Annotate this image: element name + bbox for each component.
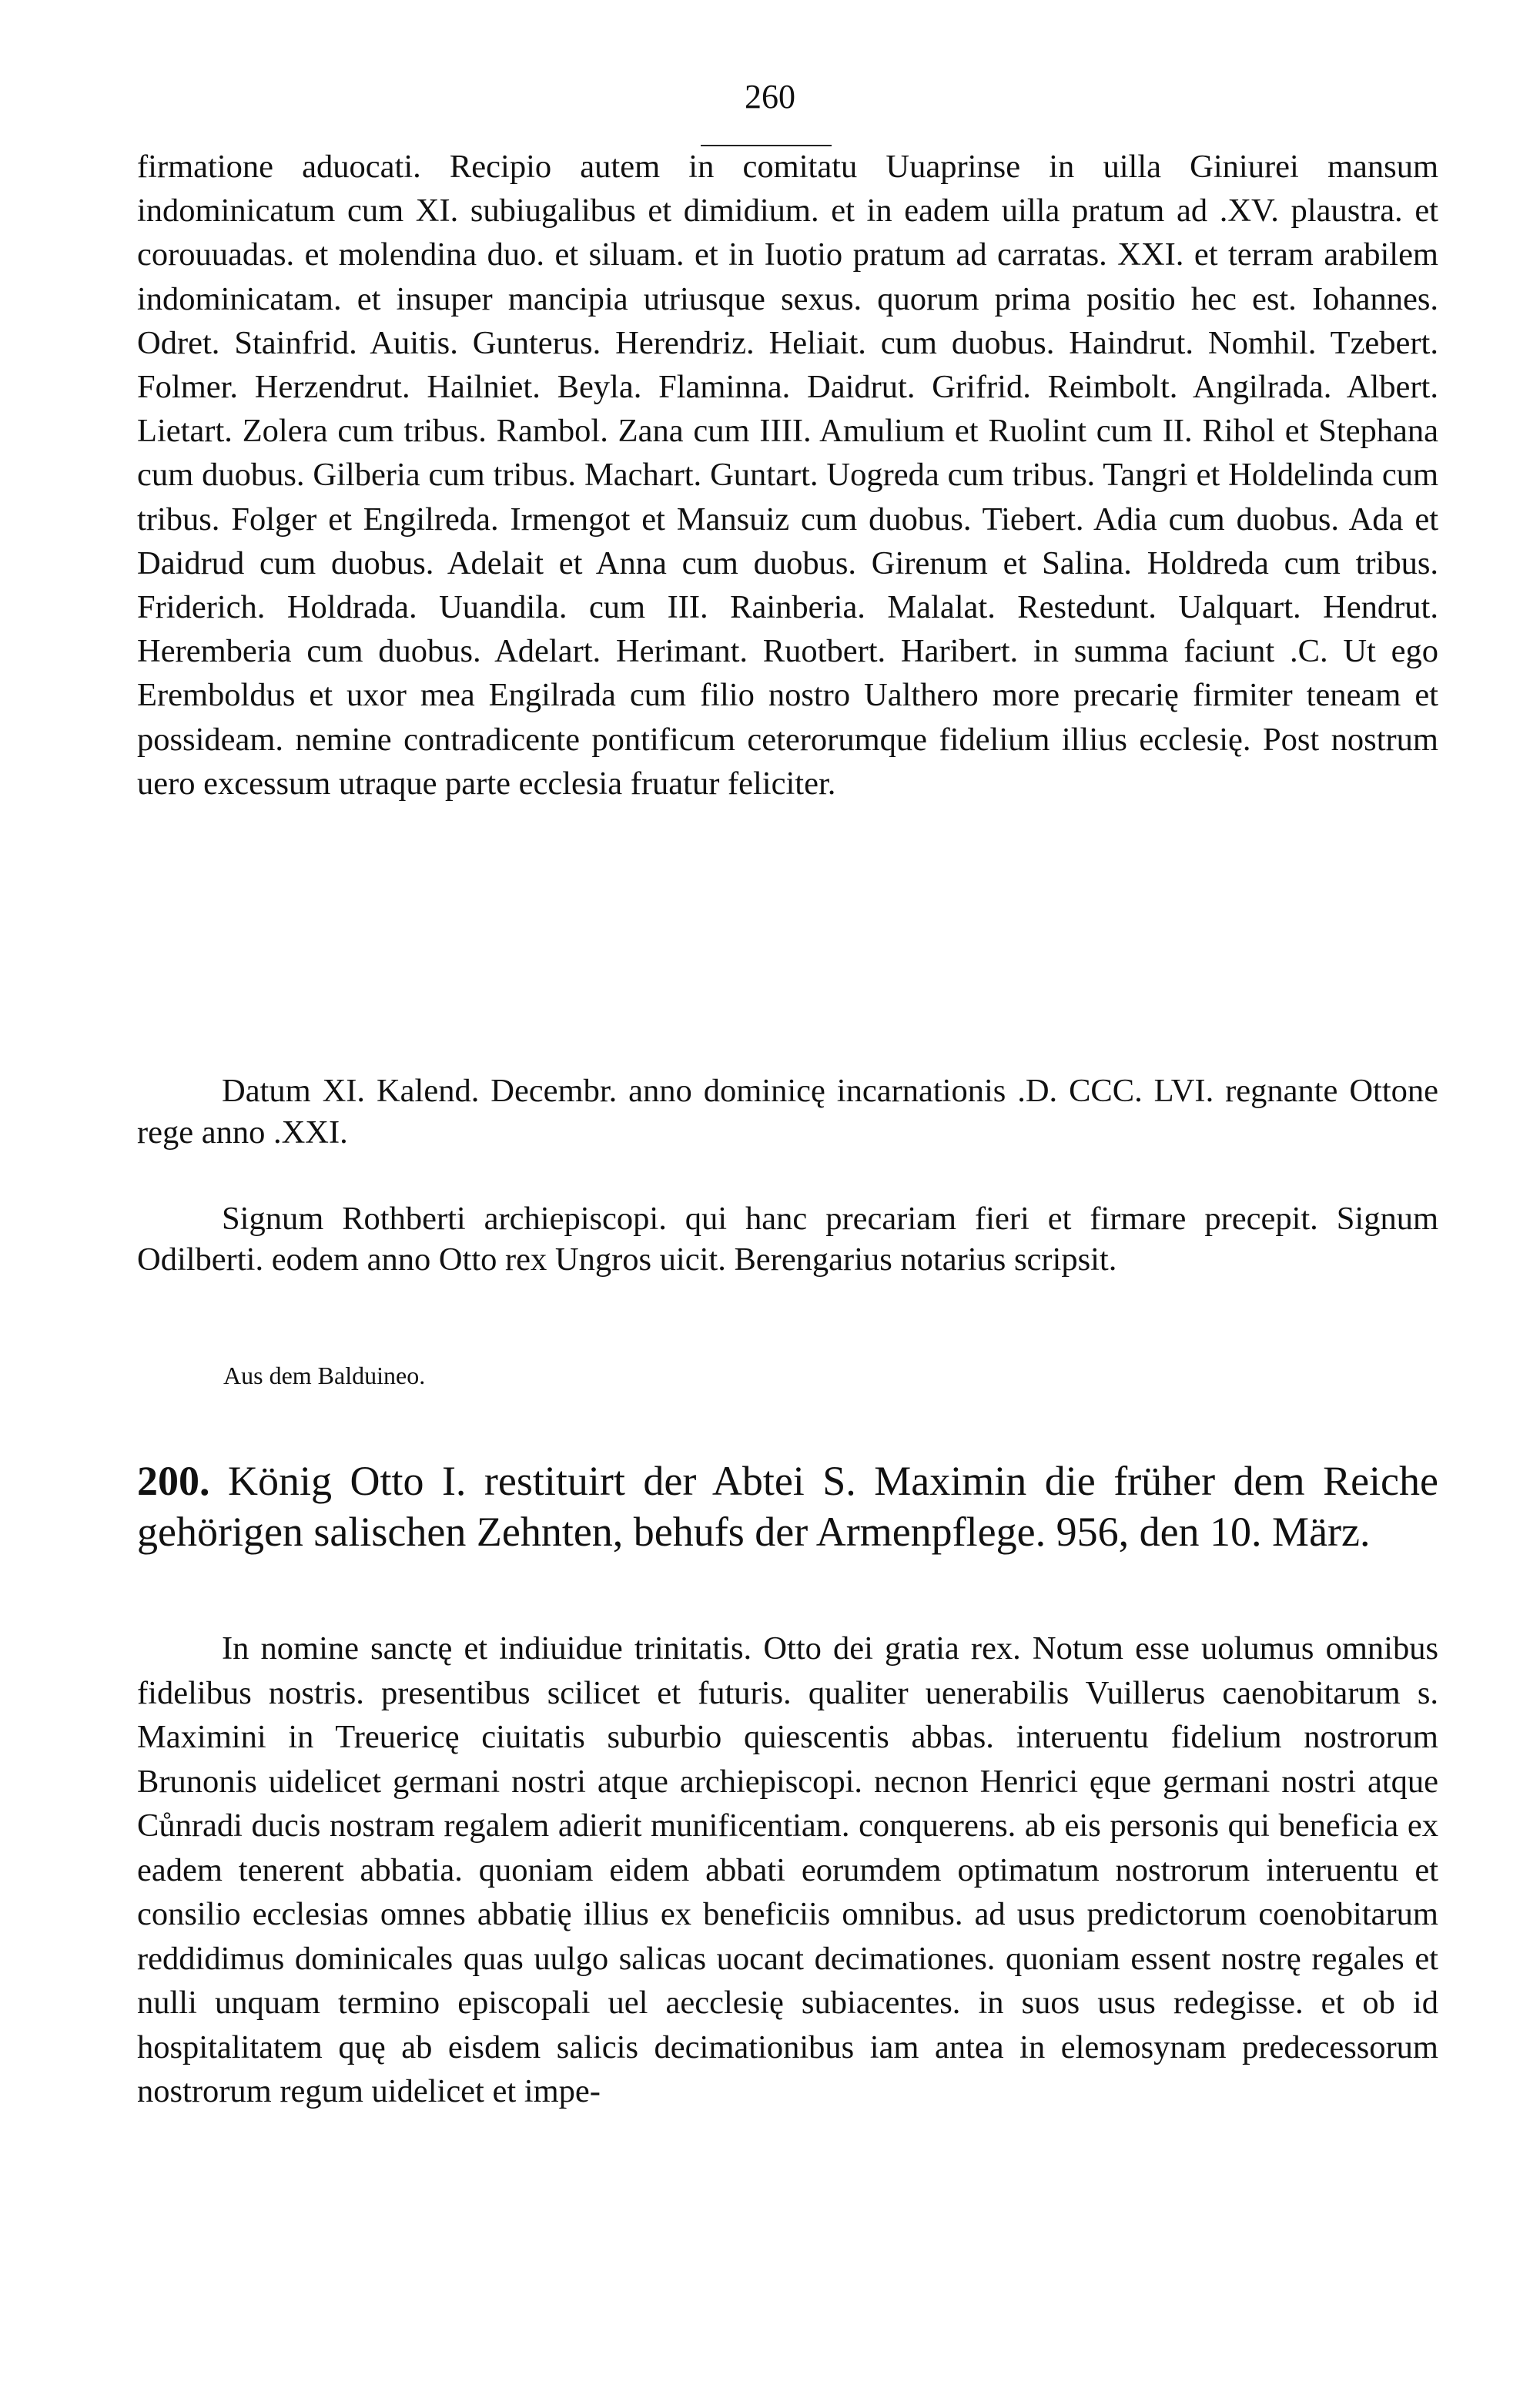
datum-line: Datum XI. Kalend. Decembr. anno dominicę incarnationis .D. CCC. LVI. regnante Ottone rege anno .XXI. xyxy=(137,1073,1438,1151)
source-note: Aus dem Balduineo. xyxy=(223,1362,426,1389)
signature-clause xyxy=(137,1198,1438,1280)
charter-heading xyxy=(137,1456,1438,1557)
charter-paragraph: In nomine sanctę et indiuidue trinitatis. Otto dei gratia rex. Notum esse uolumus omnibus fidelibus nostris. presentibus scilicet et futuris. qualiter uenerabilis Vuillerus caenobitarum s. Maximini in Treuericę ciuitatis suburbio quiescentis abbas. interuentu fidelium nostrorum Brunonis uidelicet germani nostri atque archiepiscopi. necnon Henrici ęque germani nostri atque Cůnradi ducis nostram regalem adierit munificentiam. conquerens. ab eis personis qui beneficia ex eadem tenerent abbatia. quoniam eidem abbati eorumdem optimatum nostrorum interuentu et consilio ecclesias omnes abbatię illius ex beneficiis omnibus. ad usus predictorum coenobitarum reddidimus dominicales quas uulgo salicas uocant decimationes. quoniam essent nostrę regales et nulli unquam termino episcopali uel aecclesię subiacentes. in suos usus redegisse. et ob id hospitalitatem quę ab eisdem salicis decimationibus iam antea in elemosynam predecessorum nostrorum regum uidelicet et impe- xyxy=(137,1630,1438,2109)
dating-clause xyxy=(137,1070,1438,1154)
charter-text xyxy=(137,1627,1438,2114)
precaria-paragraph: firmatione aduocati. Recipio autem in comitatu Uuaprinse in uilla Giniurei mansum indominicatum cum XI. subiugalibus et dimidium. et in eadem uilla pratum ad .XV. plaustra. et corouuadas. et molendina duo. et siluam. et in Iuotio pratum ad carratas. XXI. et terram arabilem indominicatam. et insuper mancipia utriusque sexus. quorum prima positio hec est. Iohannes. Odret. Stainfrid. Auitis. Gunterus. Herendriz. Heliait. cum duobus. Haindrut. Nomhil. Tzebert. Folmer. Herzendrut. Hailniet. Beyla. Flaminna. Daidrut. Grifrid. Reimbolt. Angilrada. Albert. Lietart. Zolera cum tribus. Rambol. Zana cum IIII. Amulium et Ruolint cum II. Rihol et Stephana cum duobus. Gilberia cum tribus. Machart. Guntart. Uogreda cum tribus. Tangri et Holdelinda cum tribus. Folger et Engilreda. Irmengot et Mansuiz cum duobus. Tiebert. Adia cum duobus. Ada et Daidrud cum duobus. Adelait et Anna cum duobus. Girenum et Salina. Holdreda cum tribus. Friderich. Holdrada. Uuandila. cum III. Rainberia. Malalat. Restedunt. Ualquart. Hendrut. Heremberia cum duobus. Adelart. Herimant. Ruotbert. Haribert. in summa faciunt .C. Ut ego Eremboldus et uxor mea Engilrada cum filio nostro Ualthero more precarię firmiter teneam et possideam. nemine contradicente pontificum ceterorumque fidelium illius ecclesię. Post nostrum uero excessum utraque parte ecclesia fruatur feliciter. xyxy=(137,149,1438,802)
charter-title: König Otto I. restituirt der Abtei S. Maximin die früher dem Reiche gehörigen salischen Zehnten, behufs der Armenpflege. 956, den 10. März. xyxy=(137,1458,1438,1555)
page-number: 260 xyxy=(745,78,795,116)
precaria-text xyxy=(137,145,1438,806)
signum-line: Signum Rothberti archiepiscopi. qui hanc precariam fieri et firmare precepit. Signum Odilberti. eodem anno Otto rex Ungros uicit. Berengarius notarius scripsit. xyxy=(137,1201,1438,1278)
charter-number: 200. xyxy=(137,1458,210,1504)
